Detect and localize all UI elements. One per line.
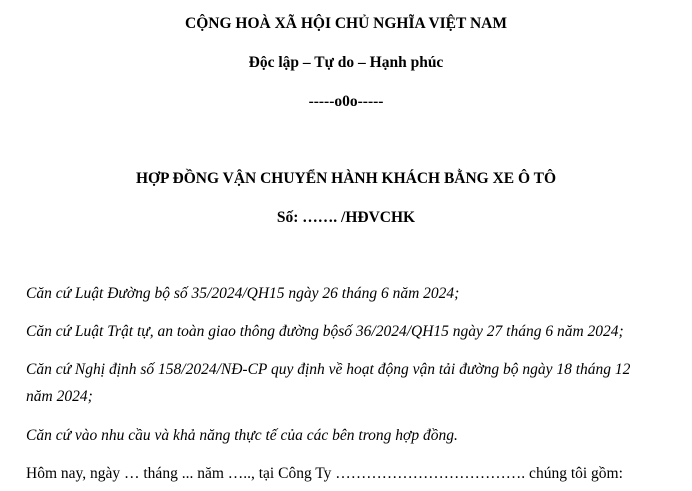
legal-basis-decree-cont: năm 2024; (26, 388, 93, 405)
header-separator: -----o0o----- (308, 93, 384, 110)
contract-number: Số: ……. /HĐVCHK (276, 209, 416, 226)
legal-basis-road-law: Căn cứ Luật Đường bộ số 35/2024/QH15 ngày 26 tháng 6 năm 2024; (26, 285, 460, 302)
contract-intro: Hôm nay, ngày … tháng ... năm ….., tại Công Ty ………………………………. chúng tôi gồm: (26, 465, 623, 482)
legal-basis-traffic-law: Căn cứ Luật Trật tự, an toàn giao thông đường bộsố 36/2024/QH15 ngày 27 tháng 6 năm 2024; (26, 323, 624, 340)
national-motto: Độc lập – Tự do – Hạnh phúc (248, 54, 444, 71)
national-title: CỘNG HOÀ XÃ HỘI CHỦ NGHĨA VIỆT NAM (185, 15, 507, 32)
legal-basis-decree: Căn cứ Nghị định số 158/2024/NĐ-CP quy định về hoạt động vận tải đường bộ ngày 18 tháng 12 (26, 361, 631, 378)
legal-basis-needs: Căn cứ vào nhu cầu và khả năng thực tế của các bên trong hợp đồng. (26, 427, 458, 444)
contract-title: HỢP ĐỒNG VẬN CHUYỂN HÀNH KHÁCH BẰNG XE Ô TÔ (135, 170, 557, 187)
